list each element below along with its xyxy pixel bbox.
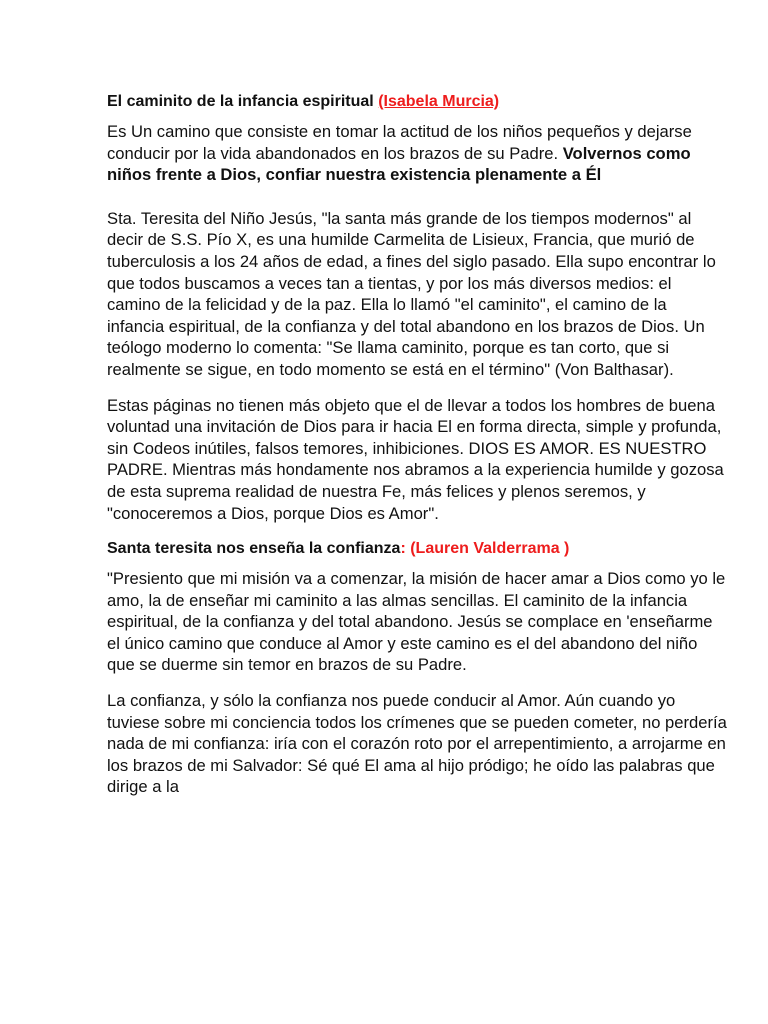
author-isabela-murcia: (Isabela Murcia) <box>378 93 500 110</box>
heading-text: El caminito de la infancia espiritual <box>107 93 374 110</box>
section-heading-caminito <box>107 91 728 113</box>
author-lauren-valderrama: (Lauren Valderrama ) <box>405 540 570 558</box>
paragraph-teresita: Sta. Teresita del Niño Jesús, "la santa más grande de los tiempos modernos" al decir de S.S. Pío X, es una humilde Carmelita de Lisieux, Francia, que murió de tuberculosis a los 24 años de edad, a fines del siglo pasado. Ella supo encontrar lo que todos buscamos a veces tan a tientas, y por los más diversos medios: el camino de la felicidad y de la paz. Ella lo llamó "el caminito", el camino de la infancia espiritual, de la confianza y del total abandono en los brazos de Dios. Un teólogo moderno lo comenta: "Se llama caminito, porque es tan corto, que si realmente se sigue, en todo momento se está en el término" (Von Balthasar). <box>107 208 716 379</box>
heading-text: Santa teresita nos enseña la confianza <box>107 540 401 558</box>
intro-text: Es Un camino que consiste en tomar la actitud de los niños pequeños y dejarse conducir por la vida abandonados en los brazos de su Padre. <box>107 122 692 163</box>
section-heading-confianza <box>107 538 728 560</box>
intro-paragraph <box>107 121 728 186</box>
intro-bold-text: Volvernos como niños frente a Dios, confiar nuestra existencia plenamente a Él <box>107 143 691 185</box>
paragraph-estas-paginas: Estas páginas no tienen más objeto que el de llevar a todos los hombres de buena voluntad una invitación de Dios para ir hacia El en forma directa, simple y profunda, sin Codeos inútiles, falsos temores, inhibiciones. DIOS ES AMOR. ES NUESTRO PADRE. Mientras más hondamente nos abramos a la experiencia humilde y gozosa de esta suprema realidad de nuestra Fe, más felices y plenos seremos, y "conoceremos a Dios, porque Dios es Amor". <box>107 395 724 523</box>
paragraph-la-confianza: La confianza, y sólo la confianza nos puede conducir al Amor. Aún cuando yo tuviese sobre mi conciencia todos los crímenes que se pueden cometer, no perdería nada de mi confianza: iría con el corazón roto por el arrepentimiento, a arrojarme en los brazos de mi Salvador: Sé qué El ama al hijo pródigo; he oído las palabras que dirige a la <box>107 691 727 797</box>
paragraph-presiento: "Presiento que mi misión va a comenzar, la misión de hacer amar a Dios como yo le amo, la de enseñar mi caminito a las almas sencillas. El caminito de la infancia espiritual, de la confianza y del total abandono. Jesús se complace en 'enseñarme el único camino que conduce al Amor y este camino es el del abandono del niño que se duerme sin temor en brazos de su Padre. <box>107 569 726 675</box>
heading-colon: : <box>400 540 406 558</box>
